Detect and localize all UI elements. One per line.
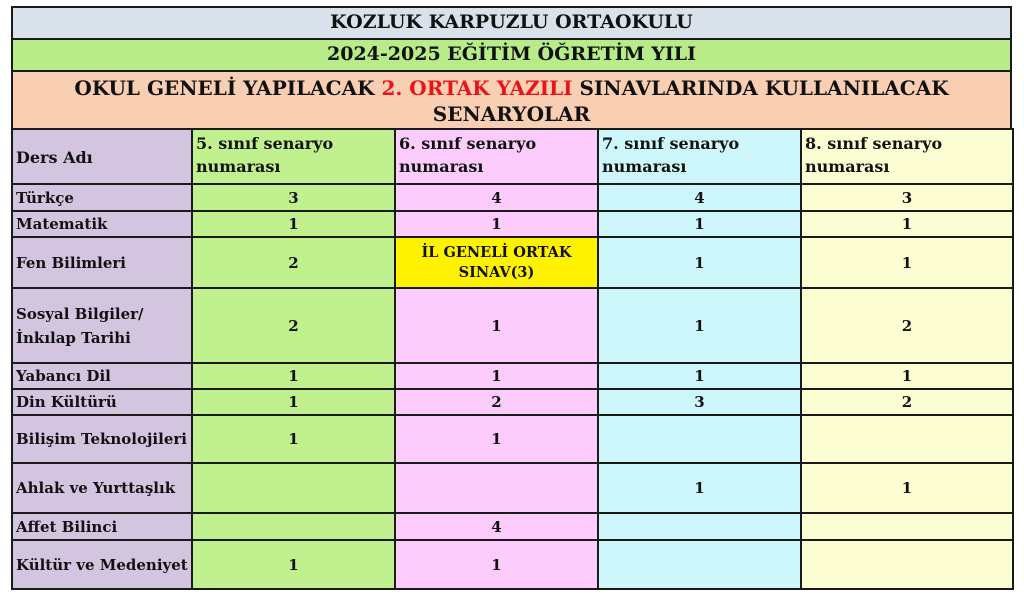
lesson-name: Sosyal Bilgiler/İnkılap Tarihi xyxy=(12,288,192,363)
grade-8-cell: 1 xyxy=(801,363,1013,389)
grade-5-cell xyxy=(192,513,395,540)
grade-8-cell xyxy=(801,540,1013,589)
lesson-name: Yabancı Dil xyxy=(12,363,192,389)
grade-7-cell: 1 xyxy=(598,211,801,237)
table-row xyxy=(12,540,1013,589)
grade-6-cell: 1 xyxy=(395,288,598,363)
grade-5-cell: 1 xyxy=(192,363,395,389)
column-header-lesson: Ders Adı xyxy=(12,129,192,184)
column-header-grade-8: 8. sınıf senaryo numarası xyxy=(801,129,1013,184)
grade-8-cell xyxy=(801,513,1013,540)
grade-8-cell xyxy=(801,415,1013,463)
grade-6-cell: 1 xyxy=(395,415,598,463)
column-header-grade-6: 6. sınıf senaryo numarası xyxy=(395,129,598,184)
lesson-name: Türkçe xyxy=(12,184,192,211)
grade-8-cell: 2 xyxy=(801,288,1013,363)
grade-7-cell xyxy=(598,540,801,589)
grade-7-cell: 1 xyxy=(598,288,801,363)
lesson-name: Affet Bilinci xyxy=(12,513,192,540)
grade-8-cell: 1 xyxy=(801,211,1013,237)
table-row xyxy=(12,363,1013,389)
table-row xyxy=(12,237,1013,288)
grade-7-cell: 1 xyxy=(598,237,801,288)
grade-5-cell: 2 xyxy=(192,288,395,363)
lesson-name: Ahlak ve Yurttaşlık xyxy=(12,463,192,513)
column-header-grade-7: 7. sınıf senaryo numarası xyxy=(598,129,801,184)
heading-text-after: SINAVLARINDA KULLANILACAK xyxy=(572,76,949,100)
grade-5-cell: 2 xyxy=(192,237,395,288)
grade-7-cell: 1 xyxy=(598,463,801,513)
grade-7-cell: 4 xyxy=(598,184,801,211)
table-header-row xyxy=(12,129,1013,184)
grade-6-cell: 1 xyxy=(395,540,598,589)
heading-line-2: SENARYOLAR xyxy=(432,102,591,126)
table-row xyxy=(12,211,1013,237)
lesson-name: Matematik xyxy=(12,211,192,237)
grade-5-cell: 1 xyxy=(192,540,395,589)
table-row xyxy=(12,184,1013,211)
lesson-name: Din Kültürü xyxy=(12,389,192,415)
grade-8-cell: 1 xyxy=(801,463,1013,513)
table-row xyxy=(12,463,1013,513)
school-name: KOZLUK KARPUZLU ORTAOKULU xyxy=(11,6,1012,38)
scenario-table xyxy=(11,128,1014,590)
lesson-name: Bilişim Teknolojileri xyxy=(12,415,192,463)
grade-7-cell xyxy=(598,513,801,540)
table-row xyxy=(12,389,1013,415)
grade-8-cell: 1 xyxy=(801,237,1013,288)
grade-6-cell: 4 xyxy=(395,184,598,211)
grade-5-cell: 1 xyxy=(192,415,395,463)
heading-text-before: OKUL GENELİ YAPILACAK xyxy=(74,76,382,100)
grade-7-cell: 3 xyxy=(598,389,801,415)
heading-line-1 xyxy=(13,75,1010,101)
grade-5-cell: 1 xyxy=(192,211,395,237)
grade-8-cell: 2 xyxy=(801,389,1013,415)
grade-7-cell xyxy=(598,415,801,463)
document-heading xyxy=(11,70,1012,128)
province-exam-cell: İL GENELİ ORTAK SINAV(3) xyxy=(395,237,598,288)
grade-8-cell: 3 xyxy=(801,184,1013,211)
column-header-grade-5: 5. sınıf senaryo numarası xyxy=(192,129,395,184)
lesson-name: Fen Bilimleri xyxy=(12,237,192,288)
grade-6-cell xyxy=(395,463,598,513)
lesson-name: Kültür ve Medeniyet xyxy=(12,540,192,589)
document xyxy=(11,6,1012,590)
grade-7-cell: 1 xyxy=(598,363,801,389)
grade-6-cell: 2 xyxy=(395,389,598,415)
heading-highlight: 2. ORTAK YAZILI xyxy=(381,76,573,100)
table-row xyxy=(12,288,1013,363)
grade-6-cell: 1 xyxy=(395,211,598,237)
academic-year: 2024-2025 EĞİTİM ÖĞRETİM YILI xyxy=(11,38,1012,70)
grade-5-cell: 1 xyxy=(192,389,395,415)
table-row xyxy=(12,513,1013,540)
grade-6-cell: 1 xyxy=(395,363,598,389)
table-row xyxy=(12,415,1013,463)
grade-5-cell xyxy=(192,463,395,513)
grade-6-cell: 4 xyxy=(395,513,598,540)
grade-5-cell: 3 xyxy=(192,184,395,211)
